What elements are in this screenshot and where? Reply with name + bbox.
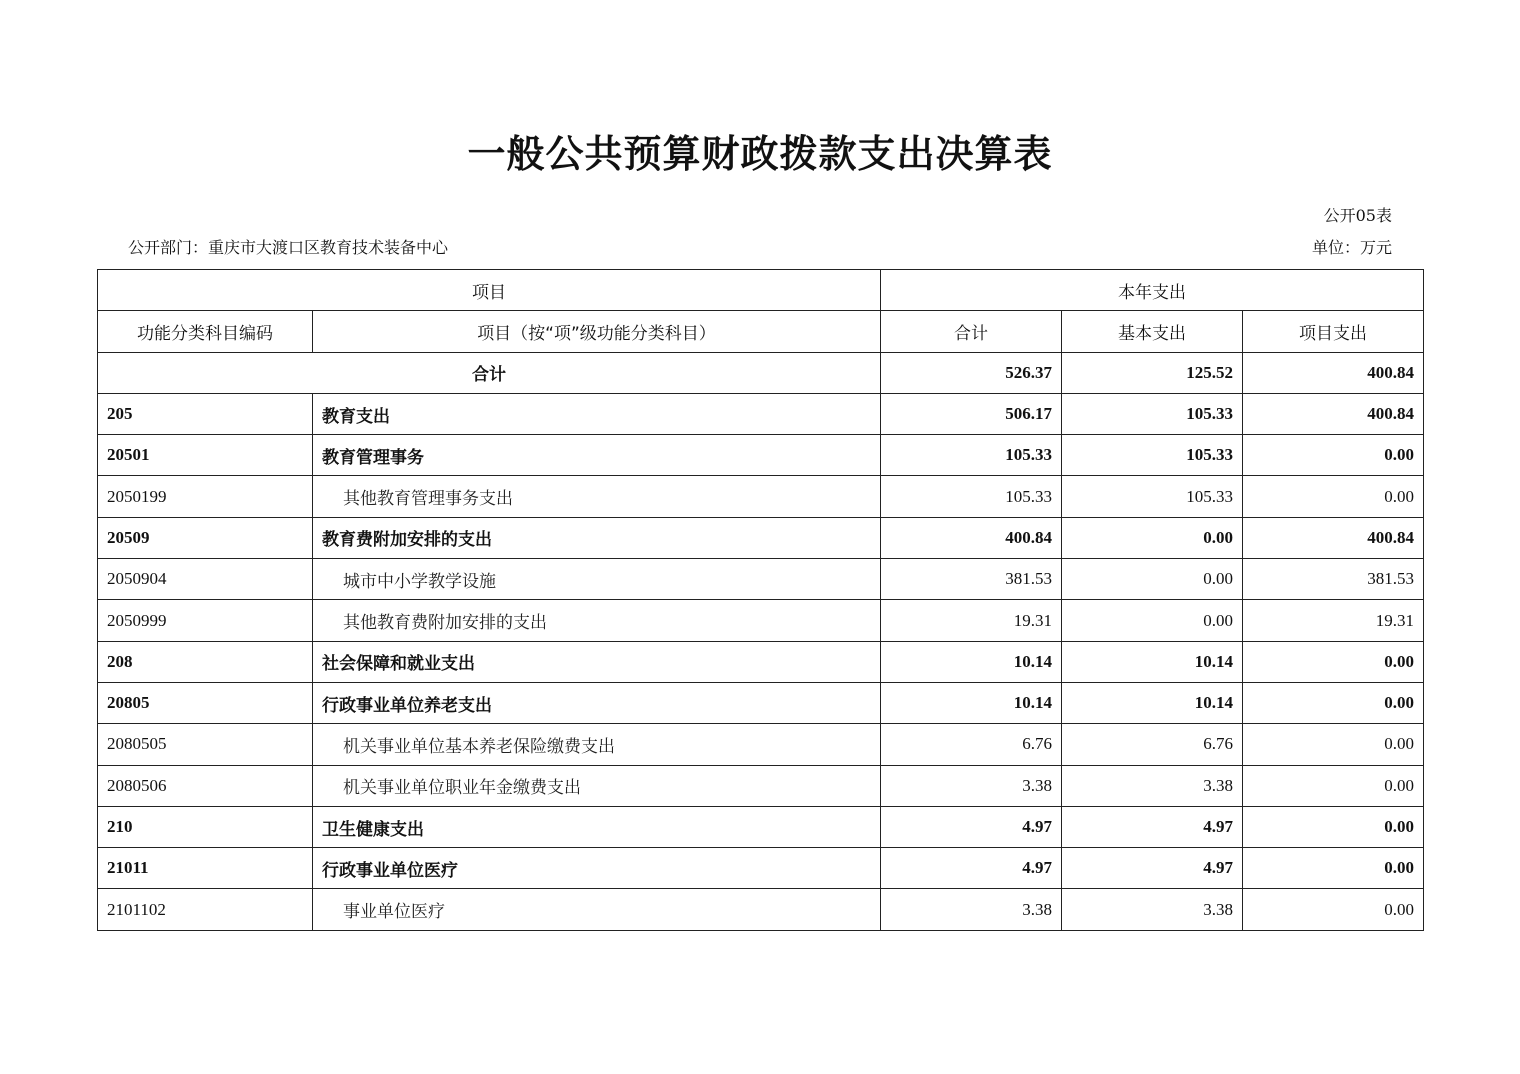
row-code: 20805 [98,682,313,723]
row-code: 2050199 [98,476,313,517]
row-code: 20509 [98,517,313,558]
row-project: 0.00 [1243,724,1424,765]
row-name: 其他教育费附加安排的支出 [313,600,881,641]
row-project: 0.00 [1243,435,1424,476]
row-project: 381.53 [1243,559,1424,600]
row-basic: 0.00 [1062,517,1243,558]
row-name: 教育管理事务 [313,435,881,476]
row-code: 2101102 [98,889,313,930]
row-name: 事业单位医疗 [313,889,881,930]
row-name: 机关事业单位基本养老保险缴费支出 [313,724,881,765]
row-name: 行政事业单位医疗 [313,848,881,889]
table-row [98,724,1424,765]
row-code: 205 [98,393,313,434]
table-row [98,476,1424,517]
row-code: 20501 [98,435,313,476]
row-name: 卫生健康支出 [313,806,881,847]
row-project: 0.00 [1243,682,1424,723]
row-code: 2080505 [98,724,313,765]
row-project: 0.00 [1243,848,1424,889]
table-row [98,848,1424,889]
form-number: 公开05表 [1323,206,1392,225]
row-name: 教育支出 [313,393,881,434]
row-project: 0.00 [1243,765,1424,806]
row-project: 0.00 [1243,889,1424,930]
row-total: 3.38 [881,765,1062,806]
row-basic: 0.00 [1062,559,1243,600]
header-item-group: 项目 [98,270,881,311]
header-total: 合计 [881,311,1062,352]
total-row-basic: 125.52 [1062,352,1243,393]
header-project: 项目支出 [1243,311,1424,352]
expenditure-table [97,269,1424,931]
row-project: 0.00 [1243,806,1424,847]
table-row [98,806,1424,847]
table-row [98,889,1424,930]
header-group-row [98,270,1424,311]
total-row-label: 合计 [98,352,881,393]
row-name: 机关事业单位职业年金缴费支出 [313,765,881,806]
row-name: 行政事业单位养老支出 [313,682,881,723]
header-column-row [98,311,1424,352]
row-total: 4.97 [881,848,1062,889]
total-row-project: 400.84 [1243,352,1424,393]
table-row [98,641,1424,682]
row-project: 0.00 [1243,476,1424,517]
row-basic: 10.14 [1062,682,1243,723]
row-total: 400.84 [881,517,1062,558]
row-total: 506.17 [881,393,1062,434]
row-basic: 0.00 [1062,600,1243,641]
row-basic: 3.38 [1062,765,1243,806]
header-code: 功能分类科目编码 [98,311,313,352]
total-row [98,352,1424,393]
row-total: 19.31 [881,600,1062,641]
row-basic: 105.33 [1062,435,1243,476]
row-basic: 105.33 [1062,393,1243,434]
row-project: 400.84 [1243,517,1424,558]
row-code: 2050999 [98,600,313,641]
row-total: 10.14 [881,682,1062,723]
table-row [98,682,1424,723]
row-project: 0.00 [1243,641,1424,682]
table-row [98,600,1424,641]
header-basic: 基本支出 [1062,311,1243,352]
row-total: 381.53 [881,559,1062,600]
row-project: 19.31 [1243,600,1424,641]
row-total: 3.38 [881,889,1062,930]
department-label: 公开部门：重庆市大渡口区教育技术装备中心 [128,238,449,257]
row-name: 其他教育管理事务支出 [313,476,881,517]
row-basic: 4.97 [1062,806,1243,847]
header-year-group: 本年支出 [881,270,1424,311]
table-row [98,517,1424,558]
row-basic: 3.38 [1062,889,1243,930]
row-basic: 6.76 [1062,724,1243,765]
row-code: 2080506 [98,765,313,806]
unit-label: 单位：万元 [1311,238,1392,257]
row-name: 社会保障和就业支出 [313,641,881,682]
row-total: 105.33 [881,476,1062,517]
table-row [98,765,1424,806]
row-basic: 105.33 [1062,476,1243,517]
total-row-total: 526.37 [881,352,1062,393]
row-code: 208 [98,641,313,682]
row-code: 21011 [98,848,313,889]
page-title: 一般公共预算财政拨款支出决算表 [467,132,1053,176]
header-name: 项目（按“项”级功能分类科目） [313,311,881,352]
row-code: 2050904 [98,559,313,600]
row-project: 400.84 [1243,393,1424,434]
row-name: 教育费附加安排的支出 [313,517,881,558]
row-total: 6.76 [881,724,1062,765]
row-basic: 10.14 [1062,641,1243,682]
table-row [98,559,1424,600]
row-total: 105.33 [881,435,1062,476]
row-total: 10.14 [881,641,1062,682]
row-name: 城市中小学教学设施 [313,559,881,600]
row-code: 210 [98,806,313,847]
table-row [98,435,1424,476]
row-total: 4.97 [881,806,1062,847]
row-basic: 4.97 [1062,848,1243,889]
table-row [98,393,1424,434]
